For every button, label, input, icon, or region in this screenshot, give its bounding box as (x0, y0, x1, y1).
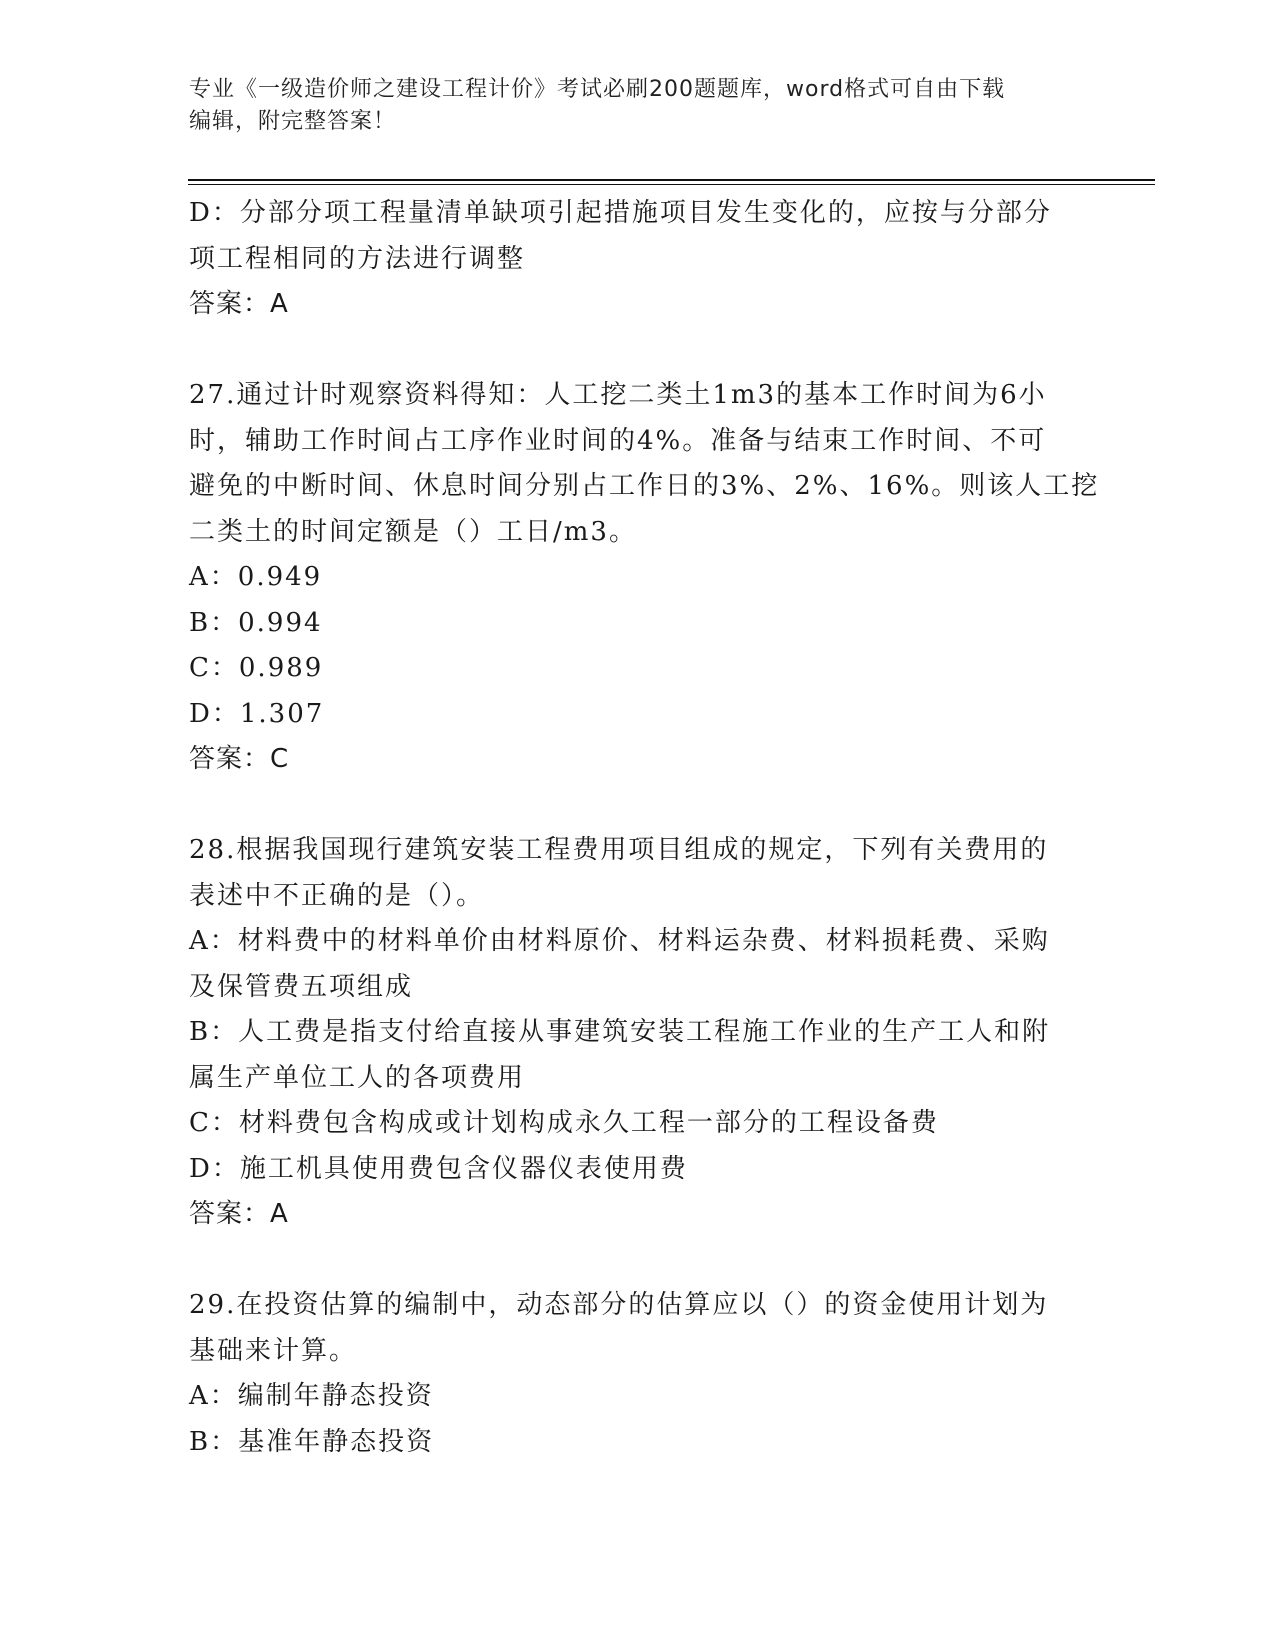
option-b-continued: 属生产单位工人的各项费用 (189, 1062, 526, 1093)
header-line: 专业《一级造价师之建设工程计价》考试必刷200题题库，word格式可自由下载 (189, 77, 1006, 102)
option-b: B：基准年静态投资 (189, 1426, 435, 1457)
question-content (189, 191, 1100, 1465)
header-divider-thin (188, 184, 1155, 185)
header-line: 编辑，附完整答案！ (189, 109, 397, 134)
question-stem: 28.根据我国现行建筑安装工程费用项目组成的规定，下列有关费用的 (189, 835, 1049, 865)
question-28 (189, 828, 1089, 1238)
question-stem: 29.在投资估算的编制中，动态部分的估算应以（）的资金使用计划为 (189, 1290, 1049, 1320)
option-c: C：材料费包含构成或计划构成永久工程一部分的工程设备费 (189, 1108, 939, 1138)
answer: 答案：A (189, 1199, 289, 1229)
option-a: A：0.949 (189, 562, 323, 592)
question-29 (189, 1283, 1089, 1465)
spacer (189, 328, 1089, 374)
question-26-tail (189, 191, 1089, 328)
option-a-continued: 及保管费五项组成 (189, 971, 414, 1002)
question-stem: 时，辅助工作时间占工序作业时间的4%。准备与结束工作时间、不可 (189, 425, 1047, 456)
option-a: A：材料费中的材料单价由材料原价、材料运杂费、材料损耗费、采购 (189, 926, 1050, 956)
option-d: D：1.307 (189, 698, 325, 729)
spacer (189, 783, 1089, 829)
option-b: B：0.994 (189, 607, 323, 638)
option-c: C：0.989 (189, 653, 324, 683)
question-stem: 避免的中断时间、休息时间分别占工作日的3%、2%、16%。则该人工挖 (189, 471, 1100, 501)
answer: 答案：C (189, 744, 290, 774)
page-header (189, 74, 1089, 138)
option-d: D：施工机具使用费包含仪器仪表使用费 (189, 1153, 688, 1184)
question-stem: 二类土的时间定额是（）工日/m3。 (189, 516, 637, 547)
answer: 答案：A (189, 289, 289, 319)
header-divider-thick (188, 179, 1155, 181)
question-stem: 27.通过计时观察资料得知：人工挖二类土1m3的基本工作时间为6小 (189, 380, 1047, 410)
spacer (189, 1238, 1089, 1284)
option-a: A：编制年静态投资 (189, 1381, 434, 1411)
question-stem: 基础来计算。 (189, 1335, 358, 1366)
option-b: B：人工费是指支付给直接从事建筑安装工程施工作业的生产工人和附 (189, 1017, 1051, 1047)
option-d-continued: 项工程相同的方法进行调整 (189, 243, 526, 274)
question-stem: 表述中不正确的是（）。 (189, 880, 485, 911)
option-d: D：分部分项工程量清单缺项引起措施项目发生变化的，应按与分部分 (189, 198, 1052, 228)
question-27 (189, 373, 1100, 783)
